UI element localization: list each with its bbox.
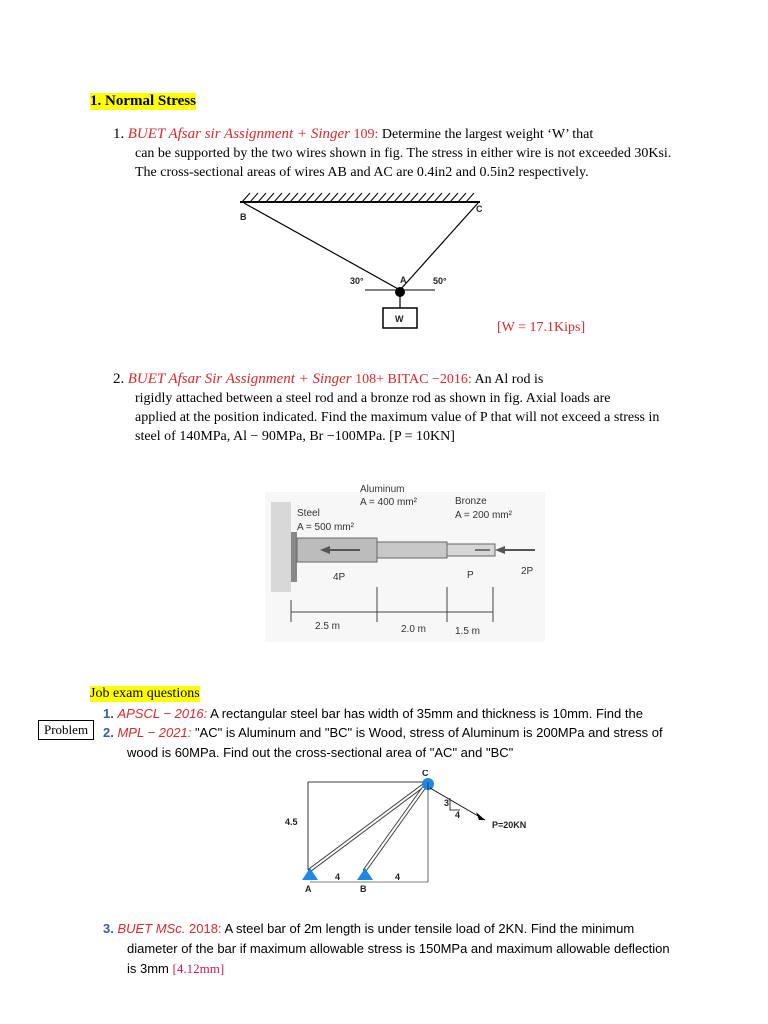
question-source: APSCL − 2016: (117, 706, 208, 721)
length-aluminum: 2.0 m (401, 624, 427, 635)
label-b: B (360, 884, 367, 894)
question-number: 1. (103, 706, 114, 721)
support-a (302, 868, 318, 880)
length-steel: 2.5 m (315, 621, 341, 632)
question-text: diameter of the bar if maximum allowable stress is 150MPa and maximum allowable deflection (127, 941, 670, 956)
steel-label: Steel (297, 508, 320, 519)
height-label: 4.5 (285, 817, 298, 827)
answer-q3: [4.12mm] (172, 961, 225, 976)
bronze-label: Bronze (455, 496, 487, 507)
question-text: rigidly attached between a steel rod and a bronze rod as shown in fig. Axial loads are (135, 391, 611, 406)
problem-label: Problem (38, 720, 94, 740)
question-code: 108+ BITAC −2016: (355, 372, 472, 387)
rod-figure (265, 472, 545, 642)
steel-area: A = 500 mm² (297, 522, 354, 533)
span-2: 4 (395, 872, 401, 882)
question-text: Determine the largest weight ‘W’ that (381, 127, 594, 142)
question-text: "AC" is Aluminum and "BC" is Wood, stress of Aluminum is 200MPa and stress of (194, 725, 663, 740)
question-text: The cross-sectional areas of wires AB and AC are 0.4in2 and 0.5in2 respectively. (135, 165, 589, 180)
bronze-area: A = 200 mm² (455, 510, 512, 521)
question-text: is 3mm (127, 961, 169, 976)
label-a: A (305, 884, 312, 894)
question-number: 3. (103, 921, 114, 936)
question-text: wood is 60MPa. Find out the cross-sectional area of "AC" and "BC" (127, 745, 514, 760)
support-b (357, 868, 373, 880)
label-b: B (240, 212, 247, 222)
truss-figure (280, 770, 540, 895)
load-label: P=20KN (492, 820, 527, 830)
question-number: 2. (113, 371, 125, 387)
job-section-title: Job exam questions (90, 686, 200, 701)
label-c: C (422, 770, 429, 778)
question-code: 109: (353, 127, 379, 142)
load-4p: 4P (333, 572, 346, 583)
question-source: BUET Afsar Sir Assignment + Singer (127, 371, 352, 387)
wire-ab (244, 203, 400, 290)
section-title: 1. Normal Stress (90, 93, 196, 109)
aluminum-rod (377, 542, 447, 558)
question-text: can be supported by the two wires shown in fig. The stress in either wire is not exceeded 30Ksi. (135, 146, 672, 161)
angle-right: 50° (433, 276, 447, 286)
label-a: A (400, 275, 407, 285)
slope-horizontal: 4 (455, 810, 461, 820)
question-year: 2018: (189, 921, 222, 936)
question-text: A rectangular steel bar has width of 35mm and thickness is 10mm. Find the (210, 706, 643, 721)
question-source: MPL − 2021: (117, 725, 192, 740)
question-2 (113, 370, 673, 446)
wire-figure (230, 190, 500, 340)
question-text: applied at the position indicated. Find the maximum value of P that will not exceed a stress in (135, 410, 660, 425)
question-1 (113, 125, 673, 182)
question-source: BUET Afsar sir Assignment + Singer (127, 126, 350, 142)
job-question-1 (103, 706, 643, 721)
weight-label: W (395, 314, 404, 324)
question-text: steel of 140MPa, Al − 90MPa, Br −100MPa. [P = 10KN] (135, 429, 455, 444)
angle-left: 30° (350, 276, 364, 286)
job-question-3 (103, 919, 723, 979)
answer-q1: [W = 17.1Kips] (497, 320, 586, 335)
load-2p: 2P (521, 566, 534, 577)
label-c: C (476, 204, 483, 214)
question-number: 2. (103, 725, 114, 740)
span-1: 4 (335, 872, 341, 882)
aluminum-label: Aluminum (360, 484, 405, 495)
question-source: BUET MSc. (117, 921, 186, 936)
length-bronze: 1.5 m (455, 626, 481, 637)
slope-vertical: 3 (444, 798, 450, 808)
question-number: 1. (113, 126, 125, 142)
aluminum-area: A = 400 mm² (360, 497, 417, 508)
question-text: An Al rod is (474, 372, 544, 387)
job-question-2 (103, 723, 703, 763)
load-p: P (467, 570, 474, 581)
question-text: A steel bar of 2m length is under tensile load of 2KN. Find the minimum (224, 921, 635, 936)
